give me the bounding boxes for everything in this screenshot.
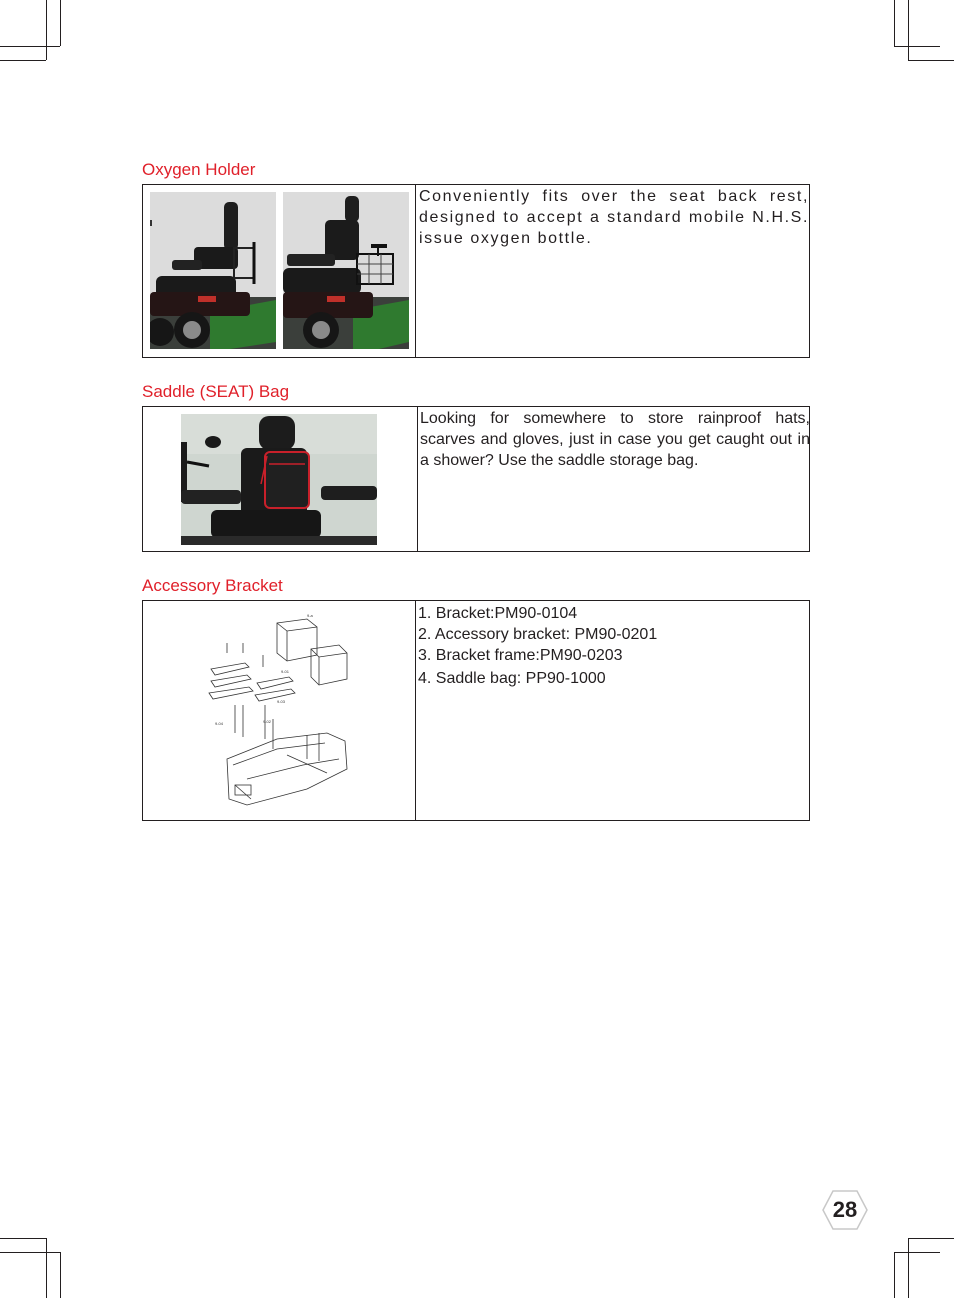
saddle-bag-description: Looking for somewhere to store rainproof hats, scarves and gloves, just in case you get caught out in a shower? Use the saddle storage bag. bbox=[420, 410, 810, 469]
list-item: 2. Accessory bracket: PM90-0201 bbox=[418, 626, 658, 643]
list-item: 3. Bracket frame:PM90-0203 bbox=[418, 647, 623, 664]
svg-text:9-03: 9-03 bbox=[277, 699, 286, 704]
svg-text:9-a: 9-a bbox=[307, 613, 313, 618]
accessory-bracket-part-list bbox=[418, 603, 657, 689]
accessory-bracket-diagram bbox=[207, 609, 357, 814]
svg-text:9-02: 9-02 bbox=[263, 719, 272, 724]
list-item: 4. Saddle bag: PP90-1000 bbox=[418, 670, 606, 687]
section-heading-saddle-bag: Saddle (SEAT) Bag bbox=[142, 382, 290, 401]
oxygen-holder-photo-2 bbox=[283, 192, 409, 349]
oxygen-holder-description: Conveniently fits over the seat back rest, designed to accept a standard mobile N.H.S. issue oxygen bottle. bbox=[419, 188, 809, 247]
section-heading-accessory-bracket: Accessory Bracket bbox=[142, 576, 283, 595]
oxygen-holder-table bbox=[142, 184, 810, 358]
oxygen-holder-photo-1 bbox=[150, 192, 276, 349]
list-item: 1. Bracket:PM90-0104 bbox=[418, 605, 578, 622]
svg-text:9-04: 9-04 bbox=[215, 721, 224, 726]
section-heading-oxygen-holder: Oxygen Holder bbox=[142, 160, 256, 179]
saddle-bag-table bbox=[142, 406, 810, 552]
accessory-bracket-table bbox=[142, 600, 810, 821]
svg-text:9-01: 9-01 bbox=[281, 669, 290, 674]
saddle-bag-photo bbox=[181, 414, 377, 545]
page-number: 28 bbox=[832, 1197, 858, 1222]
